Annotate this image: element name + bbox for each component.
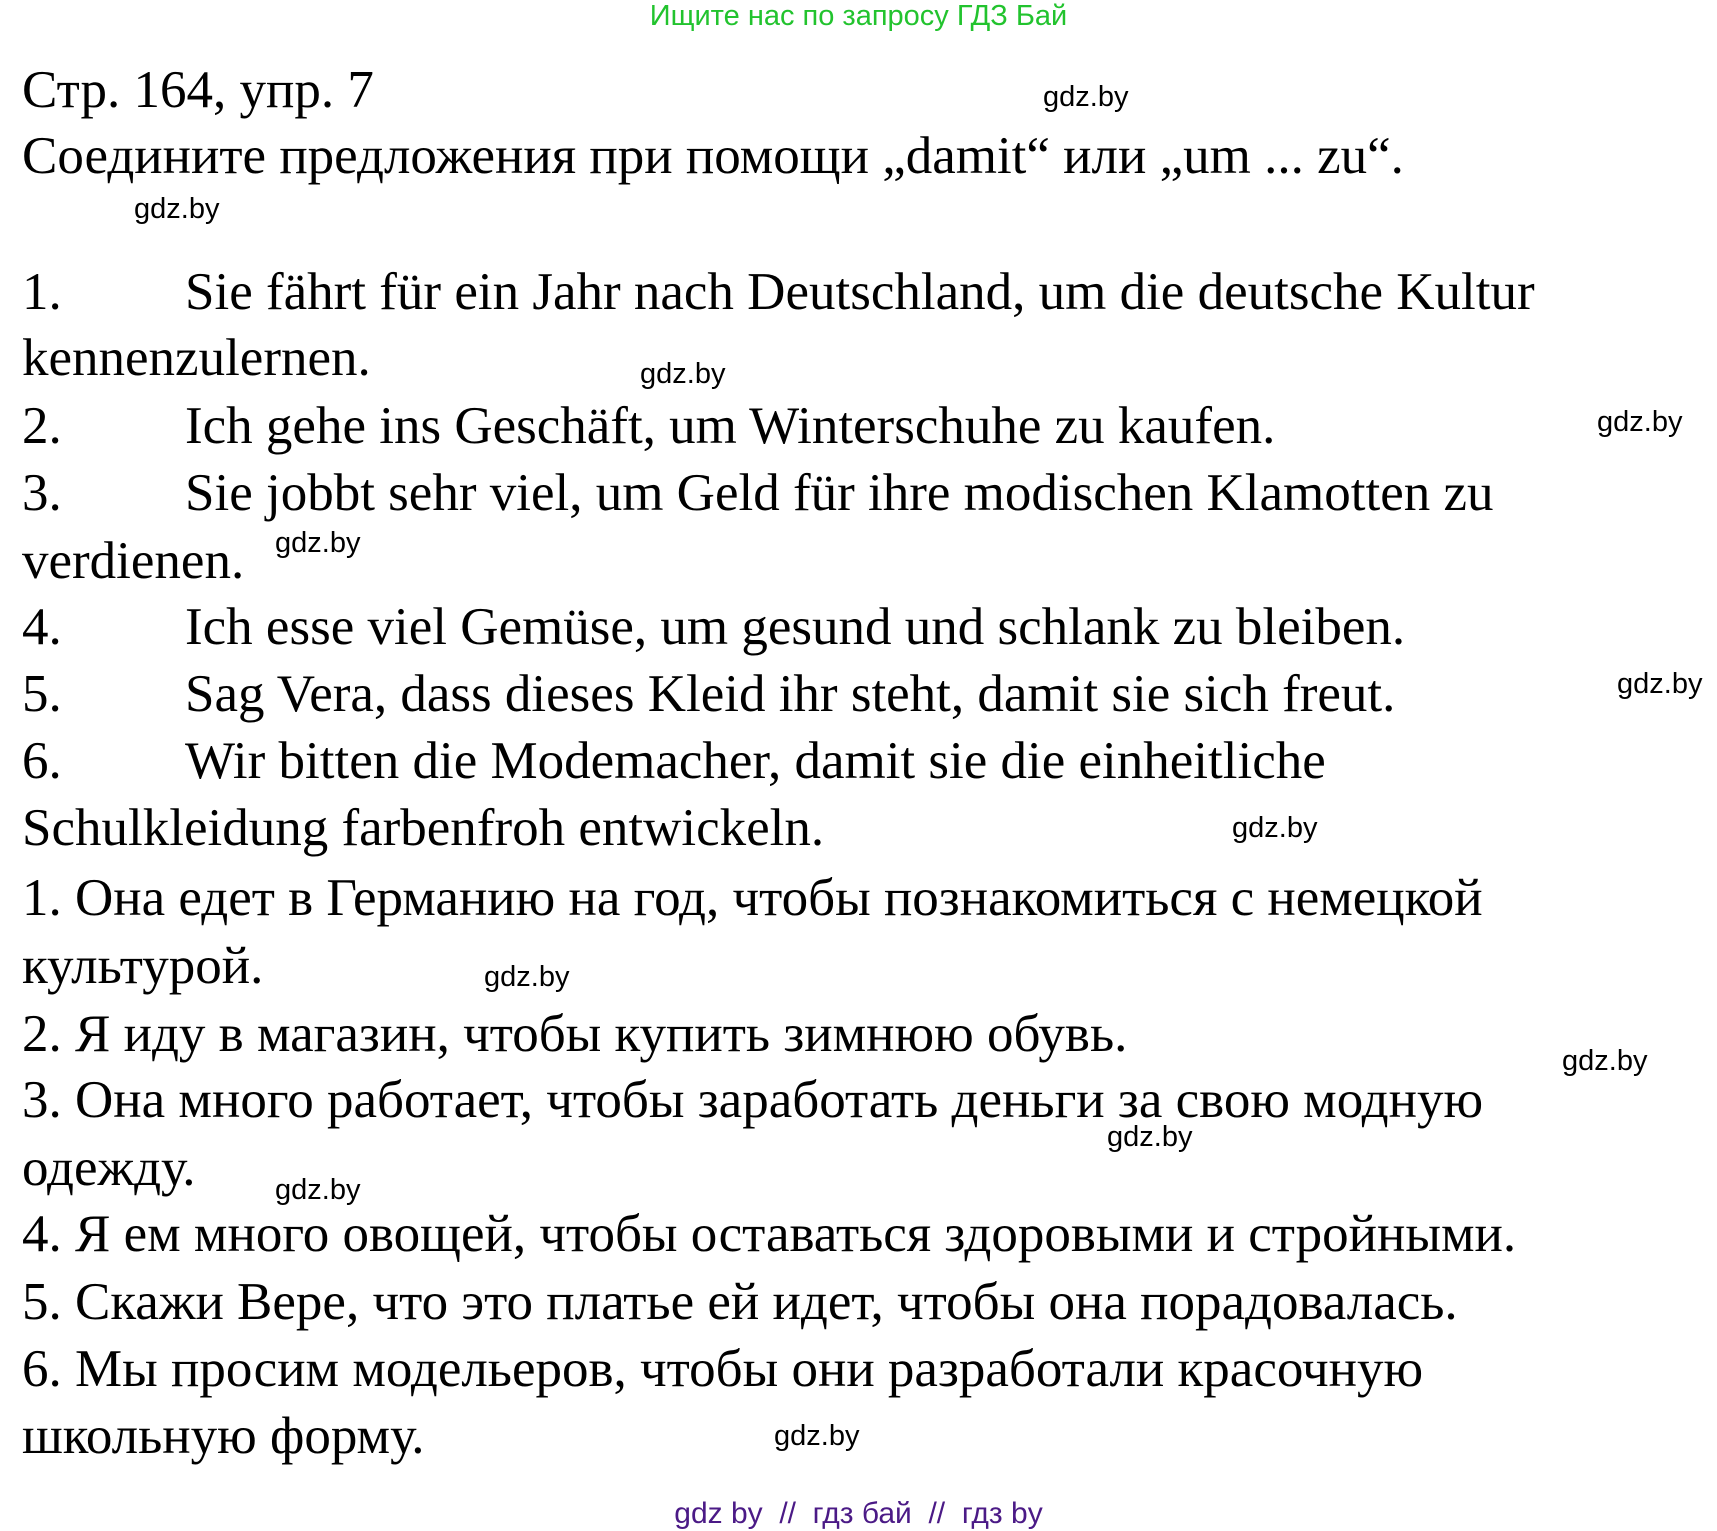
page-title: Стр. 164, упр. 7	[22, 61, 374, 119]
watermark: gdz.by	[640, 358, 726, 390]
german-item-1	[22, 262, 1535, 322]
russian-line: культурой.	[22, 937, 264, 995]
russian-line: 5. Скажи Вере, что это платье ей идет, чтобы она порадовалась.	[22, 1273, 1458, 1331]
german-item-1-cont: kennenzulernen.	[22, 329, 371, 387]
item-text: Sie jobbt sehr viel, um Geld für ihre modischen Klamotten zu	[185, 464, 1494, 522]
watermark: gdz.by	[275, 527, 361, 559]
watermark: gdz.by	[1107, 1121, 1193, 1153]
watermark: gdz.by	[1232, 812, 1318, 844]
item-text: Sie fährt für ein Jahr nach Deutschland, um die deutsche Kultur	[185, 263, 1535, 321]
watermark: gdz.by	[1597, 406, 1683, 438]
german-item-3-cont: verdienen.	[22, 532, 245, 590]
german-item-6-cont: Schulkleidung farbenfroh entwickeln.	[22, 799, 825, 857]
russian-line: 3. Она много работает, чтобы заработать деньги за свою модную	[22, 1071, 1484, 1129]
item-number: 6.	[22, 732, 62, 790]
instruction: Соедините предложения при помощи „damit“ или „um ... zu“.	[22, 127, 1404, 185]
watermark: gdz.by	[1562, 1045, 1648, 1077]
german-item-4	[22, 597, 1405, 657]
item-number: 1.	[22, 263, 62, 321]
russian-line: 1. Она едет в Германию на год, чтобы познакомиться с немецкой	[22, 869, 1483, 927]
russian-line: 2. Я иду в магазин, чтобы купить зимнюю обувь.	[22, 1005, 1128, 1063]
watermark: gdz.by	[275, 1174, 361, 1206]
item-number: 2.	[22, 397, 62, 455]
watermark: gdz.by	[774, 1420, 860, 1452]
watermark: gdz.by	[1043, 81, 1129, 113]
german-item-6	[22, 731, 1326, 791]
russian-line: 6. Мы просим модельеров, чтобы они разработали красочную	[22, 1340, 1424, 1398]
russian-line: школьную форму.	[22, 1407, 425, 1465]
russian-line: одежду.	[22, 1139, 196, 1197]
footer-links: gdz by // гдз бай // гдз by	[674, 1497, 1043, 1530]
item-number: 5.	[22, 665, 62, 723]
russian-line: 4. Я ем много овощей, чтобы оставаться здоровыми и стройными.	[22, 1205, 1517, 1263]
item-number: 4.	[22, 598, 62, 656]
german-item-3	[22, 463, 1494, 523]
watermark: gdz.by	[1617, 668, 1703, 700]
item-number: 3.	[22, 464, 62, 522]
german-item-2	[22, 396, 1275, 456]
watermark: gdz.by	[134, 193, 220, 225]
item-text: Ich gehe ins Geschäft, um Winterschuhe zu kaufen.	[185, 397, 1276, 455]
search-banner: Ищите нас по запросу ГДЗ Бай	[649, 0, 1068, 32]
item-text: Ich esse viel Gemüse, um gesund und schlank zu bleiben.	[185, 598, 1406, 656]
watermark: gdz.by	[484, 961, 570, 993]
item-text: Sag Vera, dass dieses Kleid ihr steht, damit sie sich freut.	[185, 665, 1396, 723]
item-text: Wir bitten die Modemacher, damit sie die einheitliche	[185, 732, 1326, 790]
german-item-5	[22, 664, 1395, 724]
